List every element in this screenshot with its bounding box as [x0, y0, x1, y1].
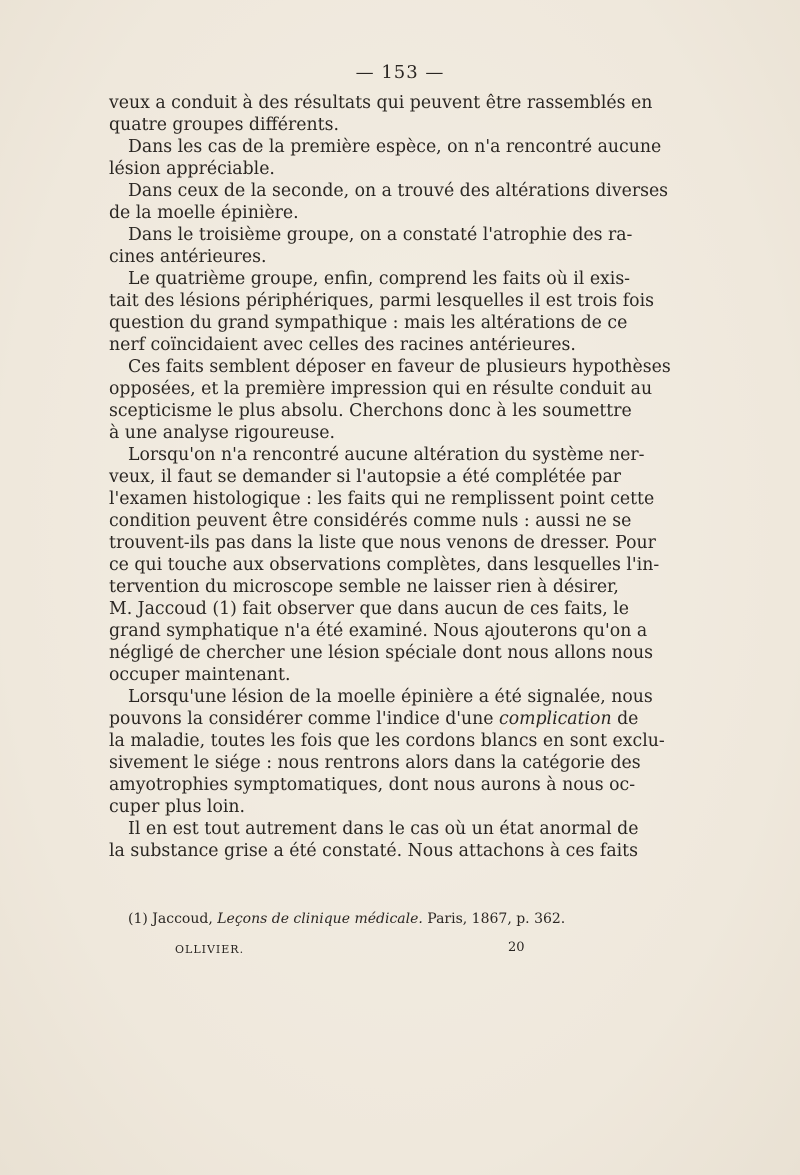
body-text [109, 92, 671, 862]
text-line: grand symphatique n'a été examiné. Nous ajouterons qu'on a [109, 621, 648, 641]
text-line: tervention du microscope semble ne laisser rien à désirer, [109, 577, 619, 597]
text-line: Ces faits semblent déposer en faveur de plusieurs hypothèses [128, 357, 671, 377]
text-line: de la moelle épinière. [109, 203, 299, 223]
text-line: cuper plus loin. [109, 797, 246, 817]
printer-signature: OLLIVIER. [175, 943, 245, 956]
text-line: lésion appréciable. [109, 159, 275, 179]
text-line: la substance grise a été constaté. Nous attachons à ces faits [109, 841, 638, 861]
text-line: scepticisme le plus absolu. Cherchons donc à les soumettre [109, 401, 632, 421]
text-line: nerf coïncidaient avec celles des racines antérieures. [109, 335, 576, 355]
text-line: Il en est tout autrement dans le cas où un état anormal de [128, 819, 639, 839]
text-line: M. Jaccoud (1) fait observer que dans aucun de ces faits, le [109, 599, 630, 619]
text-line: quatre groupes différents. [109, 115, 339, 135]
text-segment: pouvons la considérer comme l'indice d'une [109, 709, 500, 729]
text-line: Lorsqu'une lésion de la moelle épinière a été signalée, nous [128, 687, 653, 707]
text-line: Lorsqu'on n'a rencontré aucune altération du système ner- [128, 445, 645, 465]
text-segment: de [611, 709, 639, 729]
text-line: Dans le troisième groupe, on a constaté l'atrophie des ra- [128, 225, 633, 245]
text-line: Dans les cas de la première espèce, on n'a rencontré aucune [128, 137, 662, 157]
sheet-number: 20 [508, 940, 525, 955]
text-line: cines antérieures. [109, 247, 267, 267]
text-line: condition peuvent être considérés comme nuls : aussi ne se [109, 511, 632, 531]
italic-word: complication [499, 709, 612, 729]
text-line: Dans ceux de la seconde, on a trouvé des altérations diverses [128, 181, 669, 201]
footnote-title: Leçons de clinique médicale. [217, 911, 423, 927]
page-number: — 153 — [355, 62, 445, 83]
footnote-suffix: Paris, 1867, p. 362. [422, 911, 566, 927]
text-line: à une analyse rigoureuse. [109, 423, 335, 443]
text-line: négligé de chercher une lésion spéciale dont nous allons nous [109, 643, 654, 663]
text-line: question du grand sympathique : mais les altérations de ce [109, 313, 628, 333]
text-line: opposées, et la première impression qui en résulte conduit au [109, 379, 653, 399]
text-line: amyotrophies symptomatiques, dont nous aurons à nous oc- [109, 775, 636, 795]
footnote [128, 911, 565, 927]
text-line: tait des lésions périphériques, parmi lesquelles il est trois fois [109, 291, 654, 311]
text-line: l'examen histologique : les faits qui ne remplissent point cette [109, 489, 655, 509]
footnote-prefix: (1) Jaccoud, [128, 911, 218, 927]
text-line: sivement le siége : nous rentrons alors dans la catégorie des [109, 753, 641, 773]
text-line: trouvent-ils pas dans la liste que nous venons de dresser. Pour [109, 533, 656, 553]
text-line: ce qui touche aux observations complètes, dans lesquelles l'in- [109, 555, 660, 575]
text-line: Le quatrième groupe, enfin, comprend les faits où il exis- [128, 269, 631, 289]
text-line: veux a conduit à des résultats qui peuvent être rassemblés en [109, 93, 653, 113]
text-line: la maladie, toutes les fois que les cordons blancs en sont exclu- [109, 731, 665, 751]
text-line [109, 708, 639, 730]
text-line: veux, il faut se demander si l'autopsie a été complétée par [109, 467, 622, 487]
text-line: occuper maintenant. [109, 665, 291, 685]
